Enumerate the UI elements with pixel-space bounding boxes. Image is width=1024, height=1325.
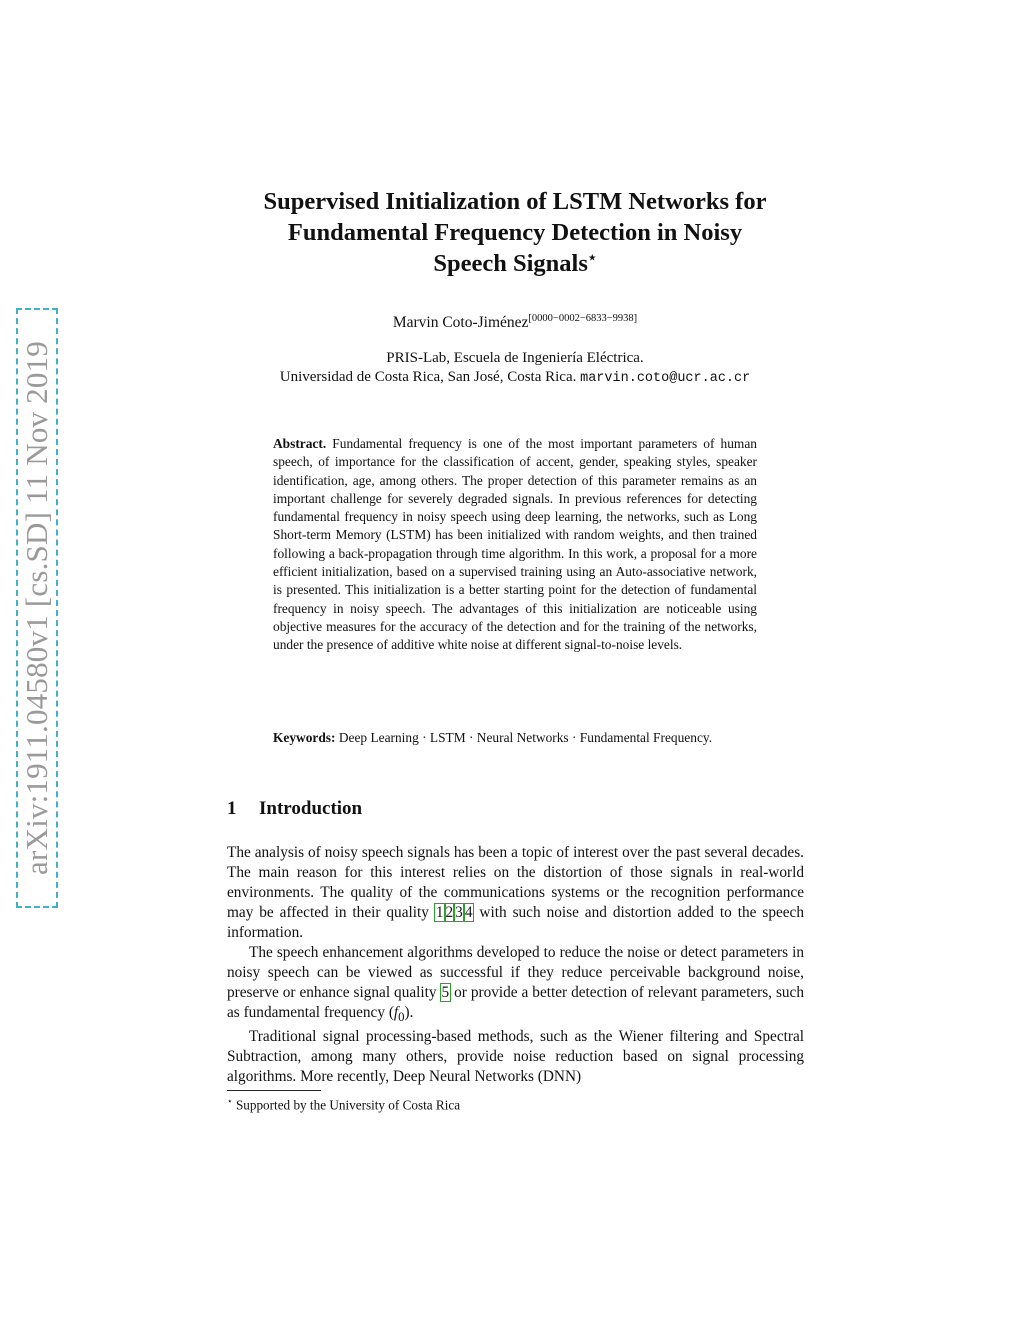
footnote-text: Supported by the University of Costa Rica <box>235 1097 461 1113</box>
author <box>200 314 830 332</box>
f0-symbol: f <box>393 1004 399 1021</box>
affiliation <box>200 349 830 388</box>
keywords <box>273 729 757 747</box>
keywords-text: Deep Learning · LSTM · Neural Networks · Fundamental Frequency. <box>338 730 713 745</box>
citation-link[interactable]: 5 <box>441 984 450 1001</box>
title-line-2: Fundamental Frequency Detection in Noisy <box>287 219 743 246</box>
affiliation-line-1: PRIS-Lab, Escuela de Ingeniería Eléctrica. <box>386 350 644 366</box>
paper-title <box>200 186 830 279</box>
author-name: Marvin Coto-Jiménez <box>392 314 529 331</box>
keywords-label: Keywords: <box>273 730 336 745</box>
paragraph-3: Traditional signal processing-based methods, such as the Wiener filtering and Spectral Subtraction, among many others, provide noise reduction based on signal processing algorithms. More recently, Deep Neural Networks (DNN) <box>227 1028 804 1086</box>
abstract-label: Abstract. <box>273 436 327 451</box>
footnote <box>227 1096 460 1113</box>
paragraph-2-text-mid: or provide a better detection of relevant parameters, such as fundamental frequency ( <box>227 984 804 1021</box>
citation-link[interactable]: 2 <box>445 904 454 921</box>
arxiv-stamp <box>16 308 58 908</box>
title-footnote-mark: ⋆ <box>587 250 597 266</box>
paragraph-2-text: The speech enhancement algorithms developed to reduce the noise or detect parameters in noisy speech can be viewed as successful if they reduce perceivable background noise, preserve or enhance signal quality <box>227 944 804 1001</box>
footnote-mark: ⋆ <box>227 1096 233 1106</box>
title-line-3: Speech Signals <box>433 250 588 277</box>
paragraph-1-text: The analysis of noisy speech signals has been a topic of interest over the past several decades. The main reason for this interest relies on the distortion of those signals in real-world environments. The quality of the communications systems or the recognition performance may be affected in their quality <box>227 844 804 921</box>
author-email[interactable]: marvin.coto@ucr.ac.cr <box>580 371 751 386</box>
f0-subscript: 0 <box>398 1010 405 1025</box>
body-text <box>227 843 804 1087</box>
section-title: Introduction <box>259 798 363 819</box>
title-line-1: Supervised Initialization of LSTM Networks for <box>263 188 767 215</box>
author-orcid: [0000−0002−6833−9938] <box>528 312 638 324</box>
paragraph-1-text-end: with such noise and distortion added to the speech information. <box>227 904 804 941</box>
abstract-text: Fundamental frequency is one of the most important parameters of human speech, of importance for the classification of accent, gender, speaking styles, speaker identification, age, among others. The proper detection of this parameter remains as an important challenge for severely degraded signals. In previous references for detecting fundamental frequency in noisy speech using deep learning, the networks, such as Long Short-term Memory (LSTM) has been initialized with random weights, and then trained following a back-propagation through time algorithm. In this work, a proposal for a more efficient initialization, based on a supervised training using an Auto-associative network, is presented. This initialization is a better starting point for the detection of fundamental frequency in noisy speech. The advantages of this initialization are noticeable using objective measures for the accuracy of the detection and for the training of the networks, under the presence of additive white noise at different signal-to-noise levels. <box>273 436 757 653</box>
paragraph-1 <box>227 843 804 943</box>
citation-link[interactable]: 4 <box>464 904 473 921</box>
arxiv-identifier: arXiv:1911.04580v1 [cs.SD] 11 Nov 2019 <box>19 341 54 875</box>
section-heading <box>227 798 362 820</box>
section-number: 1 <box>227 798 237 819</box>
abstract <box>273 435 757 655</box>
citation-link[interactable]: 1 <box>435 904 444 921</box>
citation-link[interactable]: 3 <box>455 904 463 921</box>
footnote-rule <box>227 1090 321 1091</box>
paragraph-2-text-end: ). <box>404 1004 414 1021</box>
affiliation-line-2: Universidad de Costa Rica, San José, Costa Rica. <box>279 369 577 385</box>
paragraph-2 <box>227 943 804 1027</box>
